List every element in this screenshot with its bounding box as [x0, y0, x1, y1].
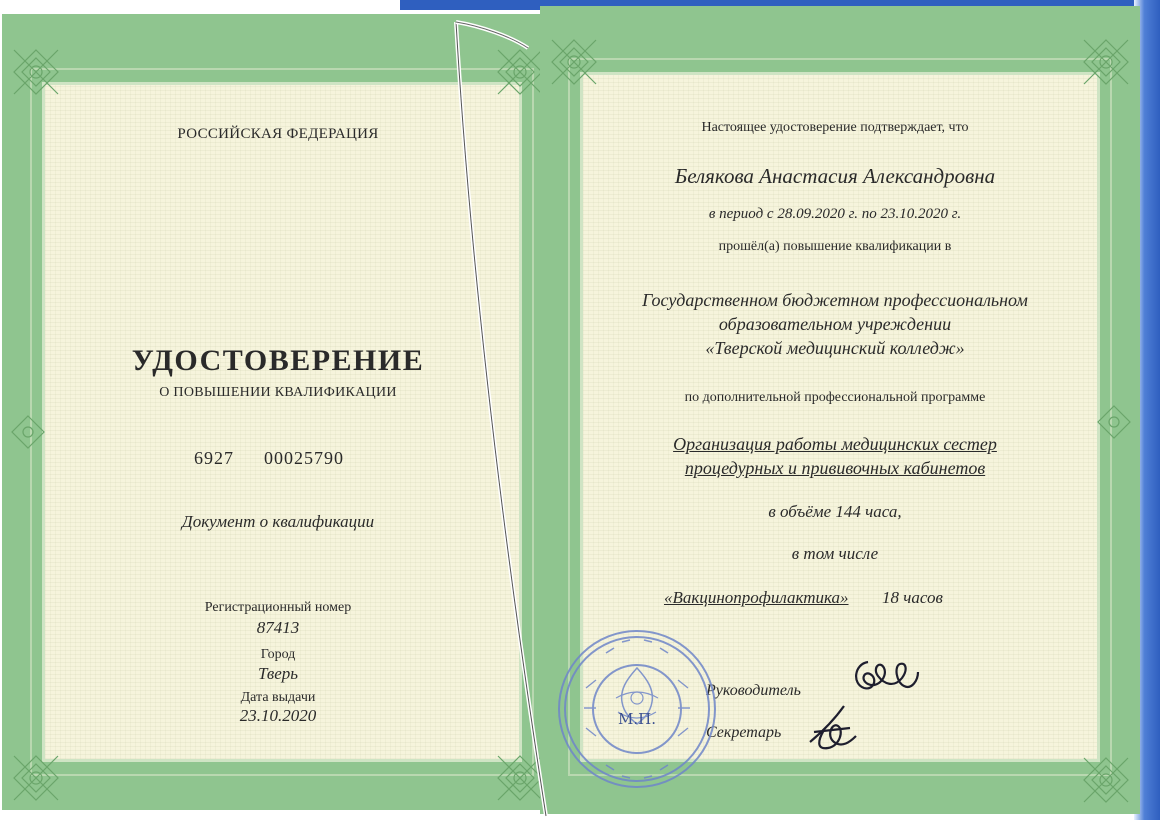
registration-number: 87413 [256, 618, 300, 637]
issue-date-label: Дата выдачи [240, 690, 316, 705]
including-text: в том числе [791, 544, 879, 563]
program-name-line1: Организация работы медицинских сестер [673, 434, 997, 454]
corner-rosette-icon [10, 46, 62, 98]
corner-rosette-icon [1080, 36, 1132, 88]
passed-training-text: прошёл(а) повышение квалификации в [718, 239, 952, 254]
seal-mark-text: М.П. [618, 710, 656, 728]
side-ornament-icon [10, 414, 46, 450]
institution-name-line3: «Тверской медицинский колледж» [705, 338, 965, 358]
head-signature-label: Руководитель [706, 682, 801, 699]
institution-name-line2: образовательном учреждении [718, 314, 952, 334]
corner-rosette-icon [494, 752, 546, 804]
corner-rosette-icon [494, 46, 546, 98]
secretary-signature-label: Секретарь [706, 724, 782, 741]
document-title: УДОСТОВЕРЕНИЕ [131, 344, 425, 377]
corner-rosette-icon [1080, 754, 1132, 806]
city-label: Город [260, 647, 296, 662]
issue-date-value: 23.10.2020 [239, 706, 317, 725]
blank-series: 6927 [194, 448, 234, 468]
program-name-line2: процедурных и прививочных кабинетов [684, 458, 986, 478]
blank-number: 00025790 [264, 448, 344, 468]
document-subtitle: О ПОВЫШЕНИИ КВАЛИФИКАЦИИ [159, 385, 397, 400]
registration-label: Регистрационный номер [204, 600, 352, 615]
holder-full-name: Белякова Анастасия Александровна [674, 164, 996, 188]
head-signature [848, 654, 924, 700]
document-type: Документ о квалификации [181, 512, 375, 531]
left-page [2, 14, 554, 810]
module-hours: 18 часов [882, 588, 943, 607]
corner-rosette-icon [10, 752, 62, 804]
program-volume: в объёме 144 часа, [768, 502, 902, 521]
program-label: по дополнительной профессиональной программе [684, 390, 986, 405]
training-period: в период с 28.09.2020 г. по 23.10.2020 г. [708, 206, 962, 222]
secretary-signature [804, 702, 864, 754]
city-value: Тверь [257, 664, 298, 683]
certifies-intro: Настоящее удостоверение подтверждает, что [701, 120, 969, 135]
official-seal-stamp [556, 628, 718, 790]
country-heading: РОССИЙСКАЯ ФЕДЕРАЦИЯ [177, 126, 379, 142]
institution-name-line1: Государственном бюджетном профессиональном [642, 290, 1028, 310]
corner-rosette-icon [548, 36, 600, 88]
module-name: «Вакцинопрофилактика» [664, 588, 849, 607]
